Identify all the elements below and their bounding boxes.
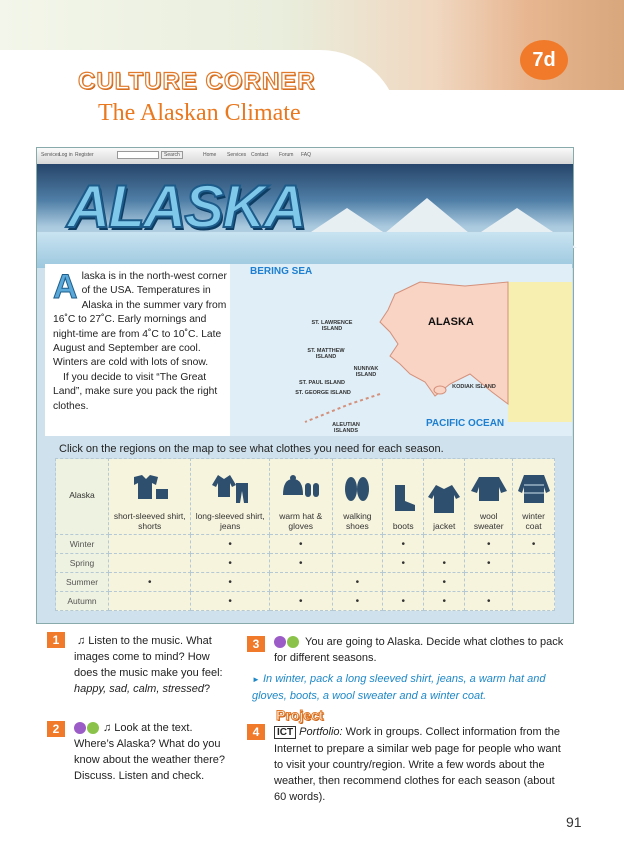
table-cell: • — [424, 554, 465, 573]
drop-cap: A — [53, 268, 78, 306]
season-label: Spring — [56, 554, 109, 573]
table-cell: • — [332, 592, 383, 611]
item-label: wool sweater — [473, 511, 504, 531]
table-row — [56, 535, 555, 554]
item-short-sleeved[interactable] — [109, 459, 191, 535]
table-cell: • — [269, 554, 332, 573]
nav-faq[interactable]: FAQ — [301, 152, 312, 158]
clothes-table-body — [56, 535, 555, 611]
kodiak-island — [434, 386, 446, 394]
exercise-4-text: Work in groups. Collect information from the Internet to prepare a similar web page for people who want to visit your country/region. Write a few words about the weather, then recommend clothes for each season (about 60 words). — [274, 726, 561, 803]
nav-contact[interactable]: Contact — [251, 152, 269, 158]
map-graphic — [230, 264, 572, 436]
item-wool-sweater[interactable] — [465, 459, 513, 535]
item-label: winter coat — [522, 511, 545, 531]
item-label: boots — [392, 521, 414, 531]
intro-paragraph-1: laska is in the north-west corner of the USA. Temperatures in Alaska in the summer vary from 16˚C to 27˚C. Early mornings and night-time are from 4˚C to 10˚C. Late August and September are cool. Winters are cold with lots of snow. — [53, 271, 227, 369]
smiley-icon — [74, 722, 86, 734]
table-cell: • — [332, 573, 383, 592]
table-cell — [269, 573, 332, 592]
table-row — [56, 554, 555, 573]
item-jacket[interactable] — [424, 459, 465, 535]
table-cell: • — [269, 592, 332, 611]
table-cell: • — [191, 592, 269, 611]
nav-forum[interactable]: Forum — [279, 152, 294, 158]
hero-banner — [37, 164, 573, 268]
table-cell — [424, 535, 465, 554]
st-george-label: ST. GEORGE ISLAND — [295, 390, 351, 396]
aleutian-label: ALEUTIAN ISLANDS — [332, 422, 360, 434]
portfolio-label: Portfolio: — [299, 726, 343, 738]
table-cell: • — [465, 592, 513, 611]
browser-toolbar — [37, 148, 573, 164]
table-corner: Alaska — [56, 459, 109, 535]
table-cell — [332, 535, 383, 554]
search-input[interactable] — [117, 151, 159, 159]
table-cell: • — [191, 554, 269, 573]
exercise-1-text: Listen to the music. What images come to mind? How does the music make you feel: — [74, 635, 223, 679]
intro-text — [45, 264, 233, 436]
item-warm-hat[interactable] — [269, 459, 332, 535]
alaska-label: ALASKA — [428, 316, 474, 328]
project-heading: Project — [276, 707, 324, 723]
exercise-4 — [274, 724, 564, 805]
exercise-number: 1 — [47, 632, 65, 648]
table-cell: • — [465, 554, 513, 573]
item-boots[interactable] — [383, 459, 424, 535]
winter-coat-icon — [514, 473, 554, 503]
exercise-3 — [274, 634, 564, 666]
item-label: long-sleeved shirt, jeans — [195, 511, 265, 531]
table-cell — [513, 592, 555, 611]
table-cell: • — [383, 592, 424, 611]
table-cell — [109, 554, 191, 573]
page-title: The Alaskan Climate — [98, 100, 301, 126]
exercise-3-text: You are going to Alaska. Decide what clothes to pack for different seasons. — [274, 636, 564, 664]
table-cell: • — [513, 535, 555, 554]
table-cell: • — [191, 535, 269, 554]
table-cell: • — [424, 573, 465, 592]
web-page-mockup — [36, 147, 574, 624]
table-cell — [465, 573, 513, 592]
shirt-jeans-icon — [210, 473, 250, 503]
toolbar-login[interactable]: Log in — [59, 152, 73, 158]
season-label: Autumn — [56, 592, 109, 611]
item-label: jacket — [433, 521, 456, 531]
table-cell: • — [191, 573, 269, 592]
table-cell: • — [383, 554, 424, 573]
shirt-shorts-icon — [130, 473, 170, 503]
toolbar-register[interactable]: Register — [75, 152, 94, 158]
alaska-logo: ALASKA — [67, 173, 305, 240]
aleutian-chain — [305, 394, 380, 422]
intro-paragraph-2: If you decide to visit “The Great Land”, make sure you pack the right clothes. — [53, 371, 218, 412]
table-cell — [513, 554, 555, 573]
item-walking-shoes[interactable] — [332, 459, 383, 535]
item-label: walking shoes — [343, 511, 372, 531]
smiley-icon — [274, 636, 286, 648]
table-cell — [383, 573, 424, 592]
table-row — [56, 592, 555, 611]
item-label: short-sleeved shirt, shorts — [113, 511, 186, 531]
table-cell — [513, 573, 555, 592]
search-button[interactable]: Search — [161, 151, 183, 159]
exercise-number: 4 — [247, 724, 265, 740]
lesson-badge: 7d — [520, 40, 568, 80]
exercise-2-text: Look at the text. Where’s Alaska? What do you know about the weather there? Discuss. Listen and check. — [74, 722, 226, 782]
st-matthew-label: ST. MATTHEW ISLAND — [307, 348, 345, 360]
arrow-icon: ► — [252, 675, 260, 684]
nunivak-label: NUNIVAK ISLAND — [353, 366, 379, 378]
exercise-1-end: ? — [204, 683, 211, 695]
ict-label: ICT — [274, 726, 296, 739]
jacket-icon — [424, 483, 464, 513]
season-label: Winter — [56, 535, 109, 554]
example-answer-text: In winter, pack a long sleeved shirt, jeans, a warm hat and gloves, boots, a wool sweater and a winter coat. — [252, 673, 546, 702]
season-label: Summer — [56, 573, 109, 592]
table-cell: • — [383, 535, 424, 554]
table-cell: • — [269, 535, 332, 554]
table-cell: • — [424, 592, 465, 611]
nav-home[interactable]: Home — [203, 152, 217, 158]
shoes-icon — [337, 473, 377, 503]
table-cell — [109, 535, 191, 554]
boots-icon — [383, 483, 423, 513]
exercise-number: 2 — [47, 721, 65, 737]
table-row — [56, 573, 555, 592]
example-answer — [252, 671, 556, 704]
table-cell — [332, 554, 383, 573]
table-cell — [109, 592, 191, 611]
exercise-1-options: happy, sad, calm, stressed — [74, 683, 205, 695]
toolbar-services[interactable]: Services — [41, 152, 61, 158]
clothes-table — [55, 458, 555, 611]
smiley-icon — [287, 636, 299, 648]
st-paul-label: ST. PAUL ISLAND — [299, 380, 345, 386]
canada-region — [508, 282, 572, 422]
alaska-map[interactable] — [230, 264, 572, 436]
section-title: CULTURE CORNER — [78, 68, 316, 95]
headphones-icon: ♫ — [103, 722, 112, 734]
exercise-number: 3 — [247, 636, 265, 652]
page-number: 91 — [566, 814, 582, 830]
sweater-icon — [469, 473, 509, 503]
item-long-sleeved[interactable] — [191, 459, 269, 535]
item-label: warm hat & gloves — [279, 511, 323, 531]
nav-services[interactable]: Services — [227, 152, 247, 158]
st-lawrence-label: ST. LAWRENCE ISLAND — [311, 320, 353, 332]
pacific-ocean-label: PACIFIC OCEAN — [426, 418, 505, 429]
kodiak-label: KODIAK ISLAND — [452, 384, 496, 390]
page-header — [0, 0, 624, 126]
table-cell: • — [465, 535, 513, 554]
bering-sea-label: BERING SEA — [250, 266, 313, 277]
exercise-1 — [74, 633, 234, 697]
instruction-text: Click on the regions on the map to see what clothes you need for each season. — [59, 443, 444, 455]
hat-gloves-icon — [281, 473, 321, 503]
exercise-2 — [74, 720, 234, 784]
smiley-icon — [87, 722, 99, 734]
headphones-icon: ♫ — [77, 635, 86, 647]
table-cell: • — [109, 573, 191, 592]
item-winter-coat[interactable] — [513, 459, 555, 535]
